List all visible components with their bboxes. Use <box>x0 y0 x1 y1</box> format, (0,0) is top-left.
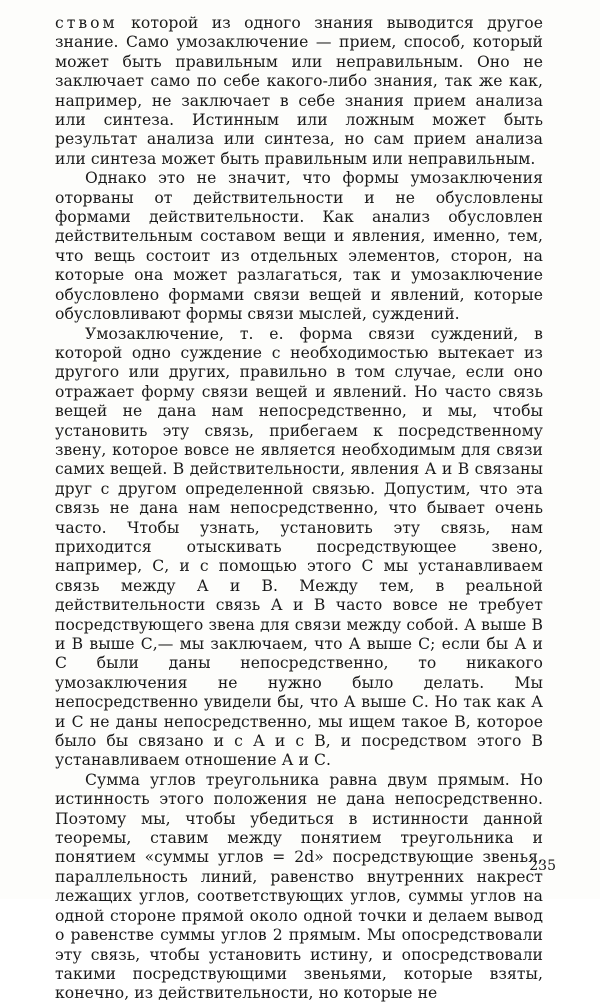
paragraph-1-lead: ством <box>55 14 118 32</box>
paragraph-2: Однако это не значит, что формы умозаключения оторваны от действительности и не обусловлены формами действительности. Как анализ обусловлен действительным составом вещи и явления, именно, тем, что вещь состоит из отдельных элементов, сторон, на которые она может разлагаться, так и умозаключение обусловлено формами связи вещей и явлений, которые обусловливают формы связи мыслей, суждений. <box>55 169 543 324</box>
paragraph-1 <box>55 14 543 169</box>
paragraph-3: Умозаключение, т. е. форма связи суждений, в которой одно суждение с необходимостью вытекает из другого или других, правильно в том случае, если оно отражает форму связи вещей и явлений. Но часто связь вещей не дана нам непосредственно, и мы, чтобы установить эту связь, прибегаем к посредственному звену, которое вовсе не является необходимым для связи самих вещей. В действительности, явления А и В связаны друг с другом определенной связью. Допустим, что эта связь не дана нам непосредственно, что бывает очень часто. Чтобы узнать, установить эту связь, нам приходится отыскивать посредствующее звено, например, С, и с помощью этого С мы устанавливаем связь между А и В. Между тем, в реальной действительности связь А и В часто вовсе не требует посредствующего звена для связи между собой. А выше В и В выше С,— мы заключаем, что А выше С; если бы А и С были даны непосредственно, то никакого умозаключения не нужно было делать. Мы непосредственно увидели бы, что А выше С. Но так как А и С не даны непосредственно, мы ищем такое В, которое было бы связано и с А и с В, и посредством этого В устанавливаем отношение А и С. <box>55 324 543 770</box>
page-number: 235 <box>529 858 556 874</box>
paragraph-1-text: которой из одного знания выводится другое знание. Само умозаключение — прием, способ, который может быть правильным или неправильным. Оно не заключает само по себе какого-либо знания, так же как, например, не заключает в себе знания прием анализа или синтеза. Истинным или ложным может быть результат анализа или синтеза, но сам прием анализа или синтеза может быть правильным или неправильным. <box>55 14 543 168</box>
paragraph-4: Сумма углов треугольника равна двум прямым. Но истинность этого положения не дана непосредственно. Поэтому мы, чтобы убедиться в истинности данной теоремы, ставим между понятием треугольника и понятием «суммы углов = 2d» посредствующие звенья, параллельность линий, равенство внутренних накрест лежащих углов, соответствующих углов, суммы углов на одной стороне прямой около одной точки и делаем вывод о равенстве суммы углов 2 прямым. Мы опосредствовали эту связь, чтобы установить истину, и опосредствовали такими посредствующими звеньями, которые взяты, конечно, из действительности, но которые не <box>55 770 543 1003</box>
body-text <box>55 14 543 1004</box>
